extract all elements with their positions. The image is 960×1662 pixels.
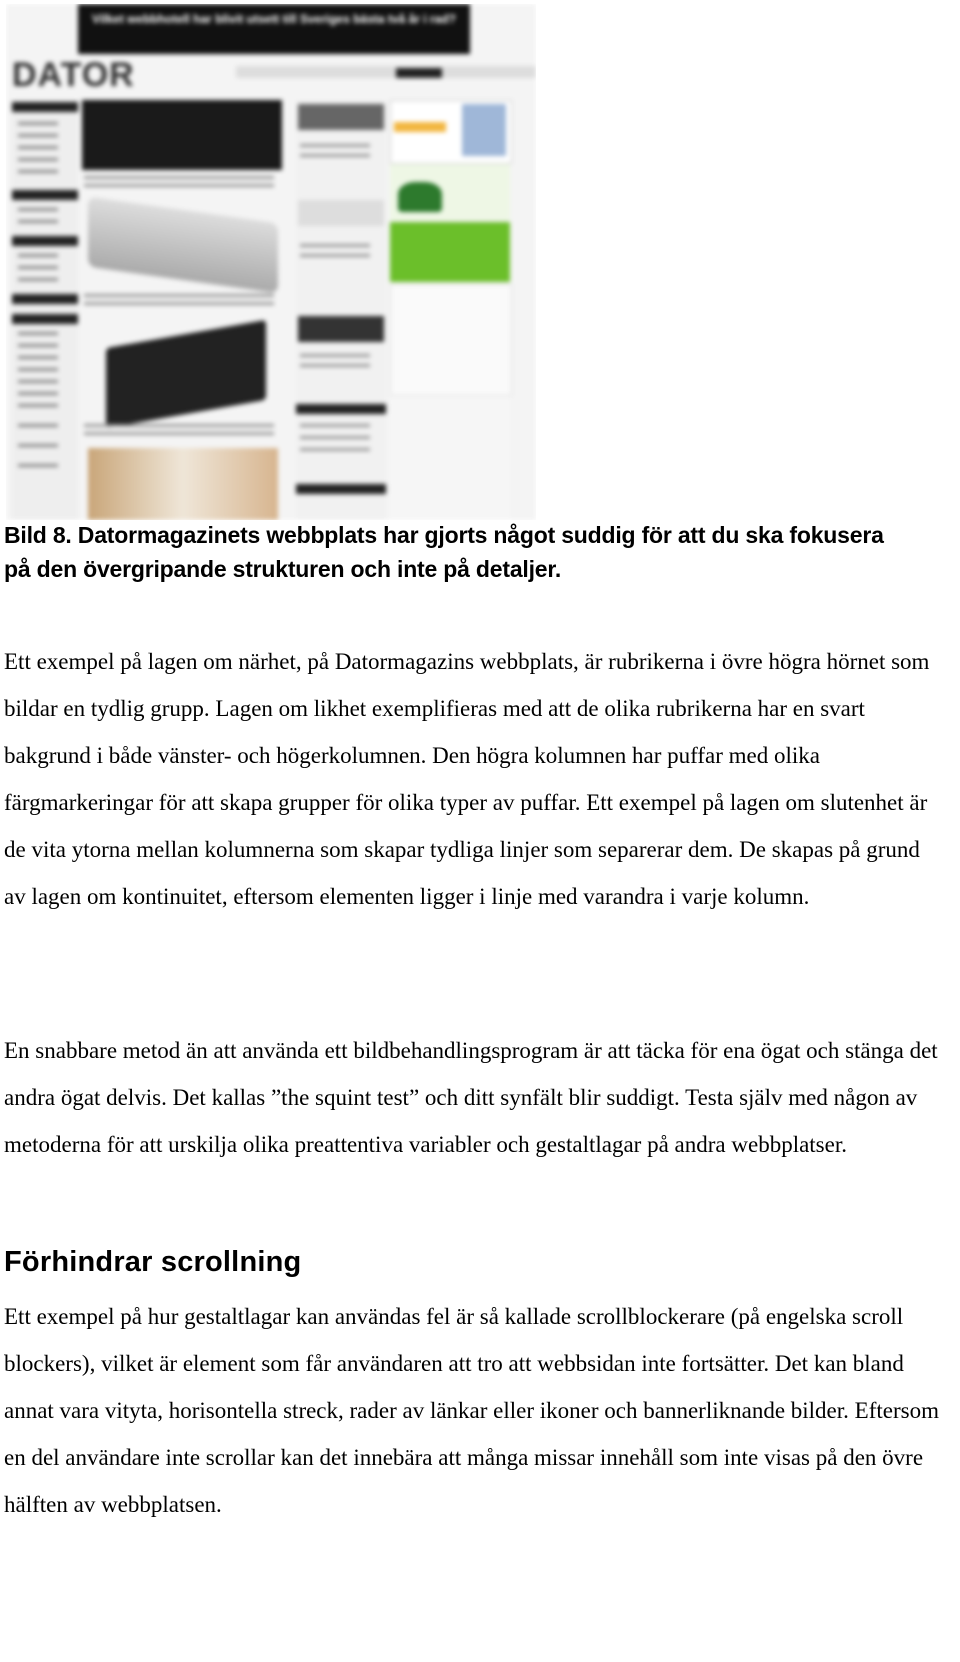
right-text-line bbox=[300, 244, 370, 247]
left-column bbox=[12, 100, 78, 520]
left-link bbox=[18, 170, 58, 173]
left-heading bbox=[12, 294, 78, 304]
left-link bbox=[18, 332, 58, 335]
top-banner-ad: Vilket webbhotell har blivit utsett till Sveriges bästa två år i rad? bbox=[78, 4, 470, 54]
left-link bbox=[18, 134, 58, 137]
right-text-line bbox=[300, 254, 370, 257]
article-text-line bbox=[84, 184, 274, 187]
white-ad-box bbox=[390, 284, 512, 396]
left-link bbox=[18, 424, 58, 427]
right-column bbox=[296, 100, 386, 520]
left-link bbox=[18, 266, 58, 269]
left-link bbox=[18, 158, 58, 161]
blurred-screenshot bbox=[6, 4, 536, 520]
left-link bbox=[18, 344, 58, 347]
left-link bbox=[18, 404, 58, 407]
article-text-line bbox=[84, 432, 274, 435]
left-link bbox=[18, 208, 58, 211]
right-text-line bbox=[300, 154, 370, 157]
grey-ad-box bbox=[390, 396, 510, 520]
article-image-monitor bbox=[106, 320, 266, 428]
left-link bbox=[18, 380, 58, 383]
left-link bbox=[18, 278, 58, 281]
article-text-line bbox=[84, 294, 274, 297]
right-heading bbox=[296, 404, 386, 414]
featured-dark-image bbox=[82, 100, 282, 170]
site-logo: DATOR bbox=[12, 56, 135, 94]
left-heading bbox=[12, 102, 78, 112]
right-heading bbox=[296, 484, 386, 494]
left-heading bbox=[12, 314, 78, 324]
promo-ad-image bbox=[462, 104, 506, 156]
right-text-line bbox=[300, 424, 370, 427]
right-thumbnail bbox=[298, 316, 384, 342]
right-text-line bbox=[300, 448, 370, 451]
left-heading bbox=[12, 236, 78, 246]
left-link bbox=[18, 392, 58, 395]
right-text-line bbox=[300, 436, 370, 439]
article-text-line bbox=[84, 302, 274, 305]
left-link bbox=[18, 444, 58, 447]
green-ad-box bbox=[390, 222, 510, 282]
article-image-interior bbox=[88, 448, 278, 520]
body-paragraph: Ett exempel på lagen om närhet, på Datormagazins webbplats, är rubrikerna i övre högra hörnet som bildar en tydlig grupp. Lagen om likhet exemplifieras med att de olika rubrikerna har en svart bakgrund i både vänster- och högerkolumnen. Den högra kolumnen har puffar med olika färgmarkeringar för att skapa grupper för olika typer av puffar. Ett exempel på lagen om slutenhet är de vita ytorna mellan kolumnerna som skapar tydliga linjer som separerar dem. De skapas på grund av lagen om kontinuitet, eftersom elementen ligger i linje med varandra i varje kolumn. bbox=[4, 649, 930, 909]
nav-bar bbox=[236, 66, 536, 78]
left-link bbox=[18, 464, 58, 467]
article-image-device bbox=[88, 197, 278, 294]
article-text-line bbox=[84, 176, 274, 179]
right-thumbnail bbox=[298, 200, 384, 226]
section-heading: Förhindrar scrollning bbox=[4, 1246, 302, 1278]
left-link bbox=[18, 122, 58, 125]
left-link bbox=[18, 146, 58, 149]
right-text-line bbox=[300, 354, 370, 357]
left-link bbox=[18, 254, 58, 257]
article-text-line bbox=[84, 424, 274, 427]
blurred-website-figure bbox=[6, 4, 536, 520]
body-paragraph: En snabbare metod än att använda ett bildbehandlingsprogram är att täcka för ena ögat och stänga det andra ögat delvis. Det kallas ”the squint test” och ditt synfält blir suddigt. Testa själv med någon av metoderna för att urskilja olika preattentiva variabler och gestaltlagar på andra webbplatser. bbox=[4, 1038, 938, 1157]
server-ad-tree bbox=[398, 182, 442, 212]
right-text-line bbox=[300, 364, 370, 367]
right-thumbnail bbox=[298, 104, 384, 130]
left-link bbox=[18, 220, 58, 223]
nav-active-tab bbox=[396, 68, 442, 78]
promo-ad-label bbox=[394, 122, 446, 132]
left-link bbox=[18, 356, 58, 359]
figure-caption: Bild 8. Datormagazinets webbplats har gjorts något suddig för att du ska fokusera på den övergripande strukturen och inte på detaljer. bbox=[4, 522, 884, 582]
section-body-paragraph: Ett exempel på hur gestaltlagar kan användas fel är så kallade scrollblockerare (på engelska scroll blockers), vilket är element som får användaren att tro att webbsidan inte fortsätter. Det kan bland annat vara vityta, horisontella streck, rader av länkar eller ikoner och bannerliknande bilder. Eftersom en del användare inte scrollar kan det innebära att många missar innehåll som inte visas på den övre hälften av webbplatsen. bbox=[4, 1304, 939, 1517]
left-link bbox=[18, 368, 58, 371]
left-heading bbox=[12, 190, 78, 200]
right-text-line bbox=[300, 144, 370, 147]
